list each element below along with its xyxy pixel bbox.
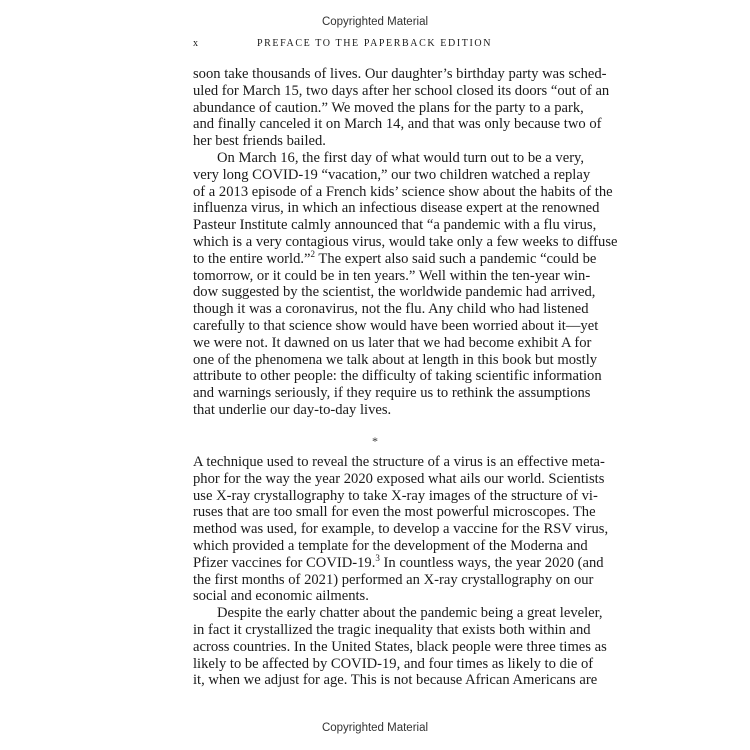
page-number: x bbox=[193, 38, 200, 49]
text-line bbox=[193, 552, 604, 572]
text-line-content: very long COVID-19 “vacation,” our two children watched a replay bbox=[193, 166, 591, 183]
text-line bbox=[193, 166, 591, 184]
text-line-content: and finally canceled it on March 14, and that was only because two of bbox=[193, 116, 602, 133]
text-line-content: that underlie our day-to-day lives. bbox=[193, 401, 392, 418]
text-line-content: abundance of caution.” We moved the plans for the party to a park, bbox=[193, 99, 584, 116]
text-line bbox=[193, 149, 585, 167]
text-line-content: one of the phenomena we talk about at length in this book but mostly bbox=[193, 351, 598, 368]
text-line-content: On March 16, the first day of what would turn out to be a very, bbox=[217, 149, 585, 166]
text-line bbox=[193, 284, 596, 301]
text-line bbox=[193, 267, 591, 285]
text-line bbox=[193, 672, 598, 689]
text-line bbox=[193, 385, 591, 402]
body-text-before-break bbox=[193, 66, 618, 419]
text-line-content: ruses that are too small for even the most powerful microscopes. The bbox=[193, 504, 596, 521]
text-line bbox=[193, 200, 600, 217]
text-line-content: Despite the early chatter about the pandemic being a great leveler, bbox=[217, 605, 603, 622]
text-line bbox=[193, 334, 592, 352]
text-line-content: dow suggested by the scientist, the worldwide pandemic had arrived, bbox=[193, 284, 596, 301]
text-line-content: it, when we adjust for age. This is not because African Americans are bbox=[193, 672, 598, 689]
text-line-content: Pasteur Institute calmly announced that “a pandemic with a flu virus, bbox=[193, 217, 597, 234]
text-line-content: soon take thousands of lives. Our daughter’s birthday party was sched- bbox=[193, 66, 607, 82]
text-line-content: Pfizer vaccines for COVID-19. bbox=[193, 554, 376, 571]
text-line bbox=[193, 217, 597, 234]
text-line bbox=[193, 638, 607, 656]
text-line bbox=[193, 248, 597, 268]
body-text-after-break bbox=[193, 454, 609, 689]
text-line bbox=[193, 454, 605, 471]
text-line bbox=[193, 521, 609, 538]
text-line-content: and warnings seriously, if they require us to rethink the assumptions bbox=[193, 385, 591, 402]
running-head-title: PREFACE TO THE PAPERBACK EDITION bbox=[256, 38, 493, 49]
text-line bbox=[193, 487, 598, 505]
text-line-content: to the entire world.” bbox=[193, 250, 311, 267]
footnote-reference: 2 bbox=[310, 248, 316, 259]
text-line-content: social and economic ailments. bbox=[193, 588, 369, 605]
text-line bbox=[193, 402, 556, 419]
text-line bbox=[193, 588, 556, 605]
text-line-content: we were not. It dawned on us later that we had become exhibit A for bbox=[193, 334, 592, 351]
text-line bbox=[193, 504, 596, 521]
text-line bbox=[193, 317, 599, 335]
text-line bbox=[193, 66, 607, 83]
section-break-asterisk: * bbox=[372, 434, 378, 448]
copyright-watermark-top: Copyrighted Material bbox=[321, 16, 429, 28]
text-line bbox=[193, 470, 605, 488]
text-line-content: A technique used to reveal the structure of a virus is an effective meta- bbox=[193, 454, 605, 470]
text-line-content: uled for March 15, two days after her school closed its doors “out of an bbox=[193, 82, 610, 99]
text-line-content: method was used, for example, to develop a vaccine for the RSV virus, bbox=[193, 521, 609, 538]
text-line bbox=[193, 621, 591, 639]
text-line-content: which provided a template for the development of the Moderna and bbox=[193, 537, 588, 554]
text-line-continuation: In countless ways, the year 2020 (and bbox=[379, 554, 604, 571]
text-line-content: phor for the way the year 2020 exposed what ails our world. Scientists bbox=[193, 470, 605, 487]
text-line bbox=[193, 351, 598, 369]
text-line-content: the first months of 2021) performed an X-ray crystallography on our bbox=[193, 571, 594, 588]
text-line bbox=[193, 116, 602, 133]
text-line bbox=[193, 233, 618, 251]
text-line-content: which is a very contagious virus, would take only a few weeks to diffuse bbox=[193, 233, 618, 250]
copyright-watermark-bottom: Copyrighted Material bbox=[321, 722, 429, 734]
text-line-content: use X-ray crystallography to take X-ray images of the structure of vi- bbox=[193, 487, 598, 504]
text-line-content: tomorrow, or it could be in ten years.” Well within the ten-year win- bbox=[193, 267, 591, 284]
footnote-reference: 3 bbox=[375, 552, 380, 563]
text-line-content: carefully to that science show would have been worried about it—yet bbox=[193, 317, 599, 334]
text-line-content: her best friends bailed. bbox=[193, 133, 326, 150]
text-line bbox=[193, 183, 613, 201]
text-line-content: though it was a coronavirus, not the flu. Any child who had listened bbox=[193, 301, 589, 318]
text-line-content: across countries. In the United States, black people were three times as bbox=[193, 638, 607, 655]
text-line bbox=[193, 301, 589, 318]
text-line bbox=[193, 82, 610, 100]
text-line-continuation: The expert also said such a pandemic “could be bbox=[315, 250, 597, 267]
text-line bbox=[193, 571, 594, 589]
running-head bbox=[193, 38, 556, 54]
text-line-content: of a 2013 episode of a French kids’ science show about the habits of the bbox=[193, 183, 613, 200]
text-line-content: likely to be affected by COVID-19, and four times as likely to die of bbox=[193, 655, 594, 672]
text-line-content: influenza virus, in which an infectious disease expert at the renowned bbox=[193, 200, 600, 217]
text-line-content: in fact it crystallized the tragic inequality that exists both within and bbox=[193, 621, 591, 638]
text-line bbox=[193, 605, 603, 622]
text-line bbox=[193, 99, 584, 117]
text-line bbox=[193, 368, 602, 385]
text-line bbox=[193, 133, 556, 150]
text-line-content: attribute to other people: the difficulty of taking scientific information bbox=[193, 368, 602, 385]
text-line bbox=[193, 655, 594, 673]
